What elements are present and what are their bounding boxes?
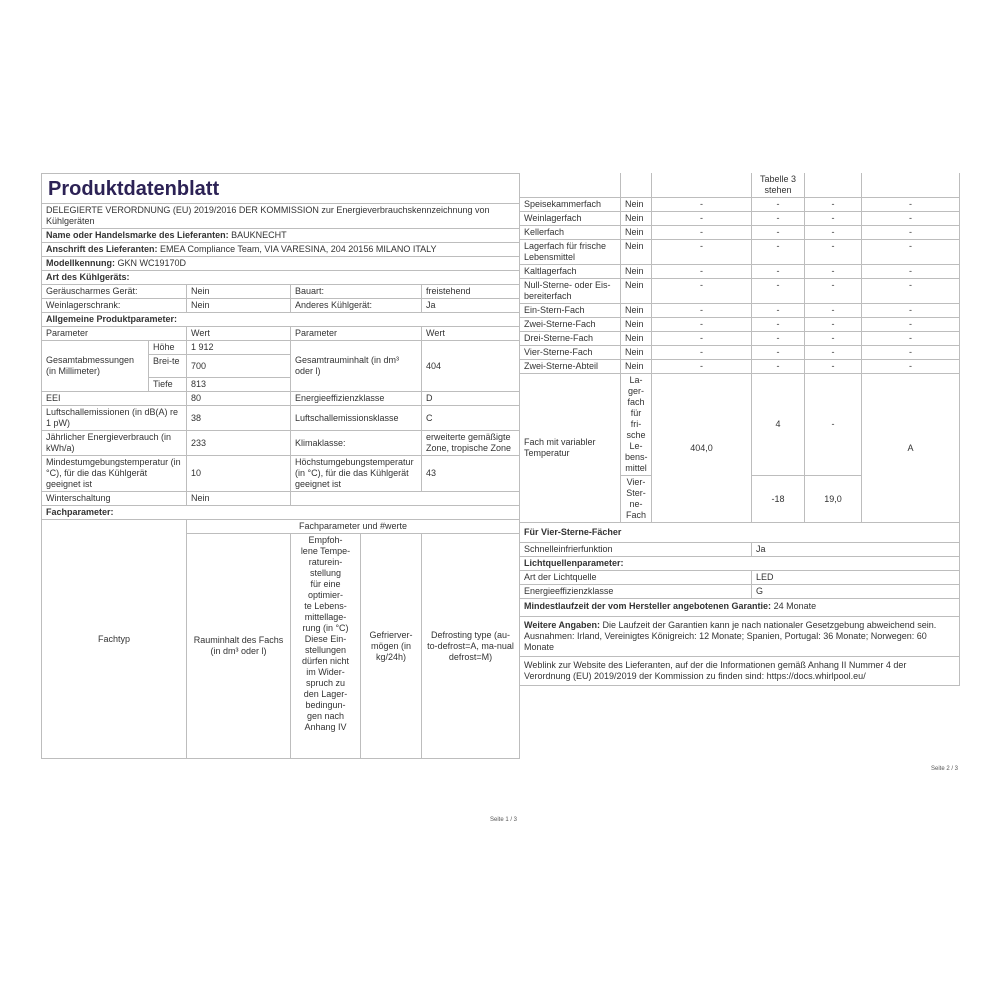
page-1-table <box>41 173 520 759</box>
design-value: freistehend <box>422 285 520 299</box>
fach-values-header: Fachparameter und #werte <box>187 520 520 534</box>
noise-class-label: Luftschallemissionsklasse <box>291 406 422 431</box>
min-temp-value: 10 <box>187 456 291 492</box>
compartment-name: Zwei-Sterne-Fach <box>520 318 621 332</box>
compartment-present: Nein <box>621 332 652 346</box>
model-value: GKN WC19170D <box>117 258 187 268</box>
compartment-temp: - <box>752 279 805 304</box>
wine-value: Nein <box>187 299 291 313</box>
device-type-label: Art des Kühlgeräts: <box>42 271 520 285</box>
further-row <box>520 617 960 657</box>
compartment-temp: - <box>752 304 805 318</box>
compartment-volume: - <box>652 240 752 265</box>
compartment-row <box>520 360 960 374</box>
compartment-defrost: - <box>862 198 960 212</box>
compartment-freeze: - <box>805 318 862 332</box>
compartment-volume: - <box>652 332 752 346</box>
guarantee-row <box>520 599 960 617</box>
wine-label: Weinlagerschrank: <box>42 299 187 313</box>
compartment-freeze: - <box>805 212 862 226</box>
variable-sub2-freeze: 19,0 <box>805 476 862 523</box>
noise-class-value: C <box>422 406 520 431</box>
header-table3: Tabelle 3 stehen <box>752 173 805 198</box>
compartment-freeze: - <box>805 198 862 212</box>
page-1 <box>41 173 519 759</box>
compartment-present: Nein <box>621 226 652 240</box>
compartment-temp: - <box>752 265 805 279</box>
guarantee-label: Mindestlaufzeit der vom Hersteller angebotenen Garantie: <box>524 601 772 611</box>
variable-sub1-freeze: - <box>805 374 862 476</box>
width-value: 700 <box>187 355 291 378</box>
compartment-present: Nein <box>621 198 652 212</box>
compartment-name: Ein-Stern-Fach <box>520 304 621 318</box>
variable-volume: 404,0 <box>652 374 752 523</box>
address-row <box>42 243 520 257</box>
value-header-2: Wert <box>422 327 520 341</box>
page-2-footer: Seite 2 / 3 <box>931 766 959 772</box>
compartment-present: Nein <box>621 318 652 332</box>
compartment-freeze: - <box>805 265 862 279</box>
light-label: Lichtquellenparameter: <box>520 557 960 571</box>
compartment-present: Nein <box>621 279 652 304</box>
page-2 <box>519 173 959 686</box>
compartment-present: Nein <box>621 265 652 279</box>
other-value: Ja <box>422 299 520 313</box>
compartment-temp: - <box>752 198 805 212</box>
compartment-volume: - <box>652 212 752 226</box>
compartment-name: Drei-Sterne-Fach <box>520 332 621 346</box>
compartment-row <box>520 265 960 279</box>
address-value: EMEA Compliance Team, VIA VARESINA, 204 20156 MILANO ITALY <box>160 244 437 254</box>
compartment-volume: - <box>652 304 752 318</box>
low-noise-value: Nein <box>187 285 291 299</box>
compartment-freeze: - <box>805 360 862 374</box>
max-temp-value: 43 <box>422 456 520 492</box>
address-label: Anschrift des Lieferanten: <box>46 244 158 254</box>
winter-empty <box>291 492 520 506</box>
compartment-present: Nein <box>621 212 652 226</box>
temp-setting-header: Empfoh- lene Tempe- raturein- stellung für eine optimier- te Lebens- mittellage- rung (in °C) Diese Ein- stellungen dürfen nicht im Wider- spruch zu den Lager- bedingun- gen nach Anhang IV <box>291 534 361 759</box>
defrost-header: Defrosting type (au-to-defrost=A, ma-nual defrost=M) <box>422 534 520 759</box>
energy-label: Jährlicher Energieverbrauch (in kWh/a) <box>42 431 187 456</box>
energy-value: 233 <box>187 431 291 456</box>
compartment-temp: - <box>752 212 805 226</box>
compartment-volume: - <box>652 346 752 360</box>
variable-sub1-label: La- ger- fach für fri- sche Le- bens- mittel <box>621 374 652 476</box>
compartment-defrost: - <box>862 360 960 374</box>
design-label: Bauart: <box>291 285 422 299</box>
compartment-present: Nein <box>621 304 652 318</box>
width-label: Brei-te <box>149 355 187 378</box>
other-label: Anderes Kühlgerät: <box>291 299 422 313</box>
rauminhalt-header: Rauminhalt des Fachs (in dm³ oder l) <box>187 534 291 759</box>
compartment-volume: - <box>652 198 752 212</box>
light-type-value: LED <box>752 571 960 585</box>
param-header-2: Parameter <box>291 327 422 341</box>
model-row <box>42 257 520 271</box>
height-value: 1 912 <box>187 341 291 355</box>
compartment-temp: - <box>752 332 805 346</box>
compartment-name: Lagerfach für frische Lebensmittel <box>520 240 621 265</box>
variable-sub2-temp: -18 <box>752 476 805 523</box>
eei-value: 80 <box>187 392 291 406</box>
compartment-defrost: - <box>862 304 960 318</box>
value-header: Wert <box>187 327 291 341</box>
further-value: Die Laufzeit der Garantien kann je nach nationaler Gesetzgebung abweichend sein. Ausnahmen: Irland, Vereinigtes Königreich: 12 Monate; Spanien, Portugal: 36 Monate; Norwegen: 60 Monate <box>524 620 937 652</box>
winter-value: Nein <box>187 492 291 506</box>
eclass-value: D <box>422 392 520 406</box>
fast-freeze-value: Ja <box>752 543 960 557</box>
compartment-name: Kellerfach <box>520 226 621 240</box>
compartment-freeze: - <box>805 279 862 304</box>
compartment-defrost: - <box>862 346 960 360</box>
page-1-footer: Seite 1 / 3 <box>490 817 518 823</box>
compartment-defrost: - <box>862 332 960 346</box>
light-class-value: G <box>752 585 960 599</box>
eclass-label: Energieeffizienzklasse <box>291 392 422 406</box>
variable-defrost: A <box>862 374 960 523</box>
fast-freeze-label: Schnelleinfrierfunktion <box>520 543 752 557</box>
compartment-row <box>520 304 960 318</box>
compartment-volume: - <box>652 279 752 304</box>
winter-label: Winterschaltung <box>42 492 187 506</box>
depth-label: Tiefe <box>149 378 187 392</box>
max-temp-label: Höchstumgebungstemperatur (in °C), für die das Kühlgerät geeignet ist <box>291 456 422 492</box>
climate-label: Klimaklasse: <box>291 431 422 456</box>
compartment-defrost: - <box>862 279 960 304</box>
depth-value: 813 <box>187 378 291 392</box>
light-type-label: Art der Lichtquelle <box>520 571 752 585</box>
compartment-freeze: - <box>805 240 862 265</box>
compartment-freeze: - <box>805 346 862 360</box>
compartment-defrost: - <box>862 226 960 240</box>
compartment-temp: - <box>752 318 805 332</box>
volume-value: 404 <box>422 341 520 392</box>
compartment-name: Vier-Sterne-Fach <box>520 346 621 360</box>
volume-label: Gesamtrauminhalt (in dm³ oder l) <box>291 341 422 392</box>
variable-sub1-temp: 4 <box>752 374 805 476</box>
compartment-volume: - <box>652 265 752 279</box>
variable-label: Fach mit variabler Temperatur <box>520 374 621 523</box>
compartment-temp: - <box>752 226 805 240</box>
compartment-freeze: - <box>805 226 862 240</box>
compartment-volume: - <box>652 226 752 240</box>
fach-label: Fachparameter: <box>42 506 520 520</box>
supplier-row <box>42 229 520 243</box>
min-temp-label: Mindestumgebungstemperatur (in °C), für die das Kühlgerät geeignet ist <box>42 456 187 492</box>
further-label: Weitere Angaben: <box>524 620 601 630</box>
compartment-name: Kaltlagerfach <box>520 265 621 279</box>
compartment-row <box>520 198 960 212</box>
variable-sub2-label: Vier- Ster- ne-Fach <box>621 476 652 523</box>
compartment-temp: - <box>752 240 805 265</box>
eei-label: EEI <box>42 392 187 406</box>
compartment-row <box>520 318 960 332</box>
compartment-name: Speisekammerfach <box>520 198 621 212</box>
compartment-freeze: - <box>805 332 862 346</box>
model-label: Modellkennung: <box>46 258 115 268</box>
compartment-freeze: - <box>805 304 862 318</box>
fachtyp-header: Fachtyp <box>42 520 187 759</box>
compartment-temp: - <box>752 346 805 360</box>
param-header: Parameter <box>42 327 187 341</box>
noise-value: 38 <box>187 406 291 431</box>
compartment-present: Nein <box>621 346 652 360</box>
freezing-header: Gefrierver-mögen (in kg/24h) <box>361 534 422 759</box>
compartment-row <box>520 226 960 240</box>
compartment-present: Nein <box>621 360 652 374</box>
compartment-volume: - <box>652 360 752 374</box>
compartment-name: Null-Sterne- oder Eis-bereiterfach <box>520 279 621 304</box>
climate-value: erweiterte gemäßigte Zone, tropische Zone <box>422 431 520 456</box>
noise-label: Luftschallemissionen (in dB(A) re 1 pW) <box>42 406 187 431</box>
compartment-present: Nein <box>621 240 652 265</box>
compartment-name: Zwei-Sterne-Abteil <box>520 360 621 374</box>
compartment-row <box>520 346 960 360</box>
page-title: Produktdatenblatt <box>42 174 520 204</box>
compartment-row <box>520 279 960 304</box>
height-label: Höhe <box>149 341 187 355</box>
dims-label: Gesamtabmessungen (in Millimeter) <box>42 341 149 392</box>
compartment-name: Weinlagerfach <box>520 212 621 226</box>
compartment-temp: - <box>752 360 805 374</box>
weblink-text: Weblink zur Website des Lieferanten, auf der die Informationen gemäß Anhang II Nummer 4 der Verordnung (EU) 2019/2019 der Kommission zu finden sind: https://docs.whirlpool.eu/ <box>520 657 960 686</box>
compartment-volume: - <box>652 318 752 332</box>
low-noise-label: Geräuscharmes Gerät: <box>42 285 187 299</box>
compartment-row <box>520 332 960 346</box>
compartment-table <box>519 173 960 686</box>
compartment-defrost: - <box>862 240 960 265</box>
light-class-label: Energieeffizienzklasse <box>520 585 752 599</box>
compartment-defrost: - <box>862 265 960 279</box>
guarantee-value: 24 Monate <box>773 601 817 611</box>
compartment-defrost: - <box>862 212 960 226</box>
general-label: Allgemeine Produktparameter: <box>42 313 520 327</box>
compartment-row <box>520 212 960 226</box>
regulation-text: DELEGIERTE VERORDNUNG (EU) 2019/2016 DER KOMMISSION zur Energieverbrauchskennzeichnung von Kühlgeräten <box>42 204 520 229</box>
compartment-defrost: - <box>862 318 960 332</box>
compartment-row <box>520 240 960 265</box>
supplier-value: BAUKNECHT <box>231 230 287 240</box>
four-star-label: Für Vier-Sterne-Fächer <box>520 523 960 543</box>
supplier-label: Name oder Handelsmarke des Lieferanten: <box>46 230 229 240</box>
